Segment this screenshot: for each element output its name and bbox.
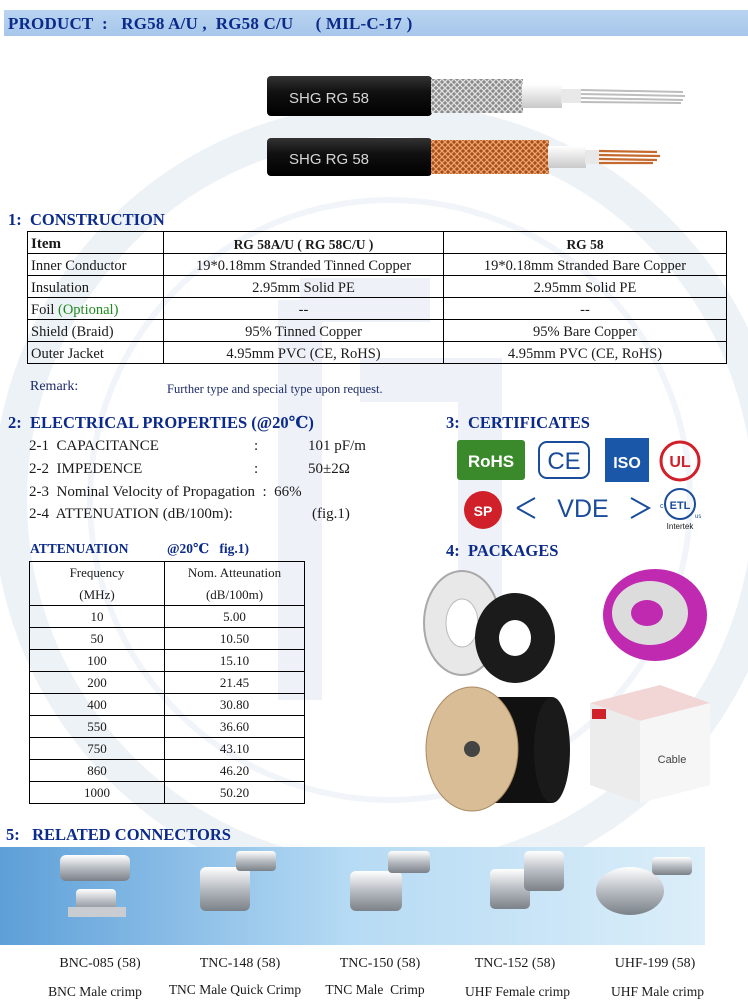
row-value-a: 4.95mm PVC (CE, RoHS) [164,342,444,364]
connector-desc: TNC Male Quick Crimp [168,982,302,997]
vde-text: VDE [557,495,609,523]
connector-images [40,847,705,945]
table-header-row [28,232,727,254]
construction-heading: 1: CONSTRUCTION [8,210,165,229]
bnc-connector-icon [60,855,130,917]
freq-cell: 50 [30,628,165,650]
table-header-row [30,584,305,606]
electrical-heading: 2: ELECTRICAL PROPERTIES (@20℃) [8,413,314,432]
row-value-b: 2.95mm Solid PE [444,276,727,298]
freq-cell: 860 [30,760,165,782]
attenuation-table [29,561,305,804]
table-row [30,782,305,804]
attenuation-table-heading-2: @20℃ fig.1) [167,541,249,556]
atten-cell: 43.10 [165,738,305,760]
impedance-value: 50±2Ω [308,461,350,477]
table-row [28,254,727,276]
box-label: Cable [657,754,687,766]
freq-cell: 10 [30,606,165,628]
connector-desc: BNC Male crimp [48,984,142,999]
certificates-heading: 3: CERTIFICATES [446,413,590,432]
table-row [30,650,305,672]
frequency-unit: (MHz) [30,584,165,606]
row-item: Shield (Braid) [28,320,164,342]
attenuation-label: 2-4 ATTENUATION (dB/100m): [29,506,233,522]
remark-text: Further type and special type upon request. [167,382,383,396]
row-item: Insulation [28,276,164,298]
attenuation-ref: (fig.1) [312,506,350,522]
package-images [410,563,710,823]
attenuation-unit: (dB/100m) [165,584,305,606]
tnc-152-connector-icon [490,851,564,909]
table-header-row [30,562,305,585]
connector-name: BNC-085 (58) [59,956,141,971]
packages-heading: 4: PACKAGES [446,541,559,560]
cable-print-top: SHG RG 58 [289,90,370,107]
etl-text: ETL [669,500,691,512]
csa-text: SP [473,503,493,519]
connector-desc: UHF Female crimp [465,984,570,999]
row-item: Outer Jacket [28,342,164,364]
impedance-sep: : [254,461,259,477]
row-value-a: 2.95mm Solid PE [164,276,444,298]
atten-cell: 30.80 [165,694,305,716]
capacitance-sep: : [254,438,259,454]
page-title: PRODUCT : RG58 A/U , RG58 C/U ( MIL-C-17 ) [8,14,413,33]
attenuation-table-heading: ATTENUATION [30,541,129,556]
etl-us-text: us [695,514,702,520]
atten-cell: 21.45 [165,672,305,694]
construction-table [27,231,727,364]
capacitance-value: 101 pF/m [308,438,366,454]
row-value-a: -- [164,298,444,320]
freq-cell: 100 [30,650,165,672]
table-row [28,342,727,364]
atten-cell: 15.10 [165,650,305,672]
connector-desc: UHF Male crimp [611,984,704,999]
velocity-label: 2-3 Nominal Velocity of Propagation : 66% [29,484,302,500]
table-row [28,298,727,320]
row-value-b: 19*0.18mm Stranded Bare Copper [444,254,727,276]
ul-text: UL [669,454,691,471]
frequency-header: Frequency [30,562,165,585]
table-row [28,320,727,342]
uhf-connector-icon [596,857,692,915]
atten-cell: 10.50 [165,628,305,650]
table-row [30,716,305,738]
row-value-a: 95% Tinned Copper [164,320,444,342]
connector-name: TNC-148 (58) [199,956,281,971]
table-row [28,276,727,298]
ce-text: CE [547,448,581,475]
header-rg58au: RG 58A/U ( RG 58C/U ) [164,232,444,254]
freq-cell: 750 [30,738,165,760]
connector-name: UHF-199 (58) [614,956,696,971]
tnc-148-connector-icon [200,851,276,911]
header-item: Item [28,232,164,254]
table-row [30,628,305,650]
freq-cell: 550 [30,716,165,738]
remark-label: Remark: [30,379,79,394]
rohs-text: RoHS [467,452,515,471]
atten-cell: 5.00 [165,606,305,628]
row-value-a: 19*0.18mm Stranded Tinned Copper [164,254,444,276]
capacitance-label: 2-1 CAPACITANCE [29,438,159,454]
table-row [30,760,305,782]
row-value-b: -- [444,298,727,320]
row-item [28,298,164,320]
table-row [30,672,305,694]
connector-desc: TNC Male Crimp [325,982,425,997]
cable-print-bottom: SHG RG 58 [289,151,370,168]
table-row [30,606,305,628]
foil-label: Foil [31,302,55,318]
iso-text: ISO [613,455,641,472]
atten-cell: 36.60 [165,716,305,738]
connectors-heading: 5: RELATED CONNECTORS [6,825,231,844]
freq-cell: 200 [30,672,165,694]
etl-c-text: c [660,503,664,510]
row-value-b: 95% Bare Copper [444,320,727,342]
table-row [30,694,305,716]
table-row [30,738,305,760]
certificate-logos [455,436,705,532]
freq-cell: 1000 [30,782,165,804]
header-rg58: RG 58 [444,232,727,254]
optional-label: (Optional) [58,302,119,318]
impedance-label: 2-2 IMPEDENCE [29,461,143,477]
cable-images [265,70,690,185]
row-item: Inner Conductor [28,254,164,276]
attenuation-header: Nom. Atteunation [165,562,305,585]
atten-cell: 50.20 [165,782,305,804]
freq-cell: 400 [30,694,165,716]
tnc-150-connector-icon [350,851,430,911]
intertek-text: Intertek [666,522,694,531]
connector-name: TNC-152 (58) [474,956,556,971]
connector-name: TNC-150 (58) [339,956,421,971]
atten-cell: 46.20 [165,760,305,782]
row-value-b: 4.95mm PVC (CE, RoHS) [444,342,727,364]
